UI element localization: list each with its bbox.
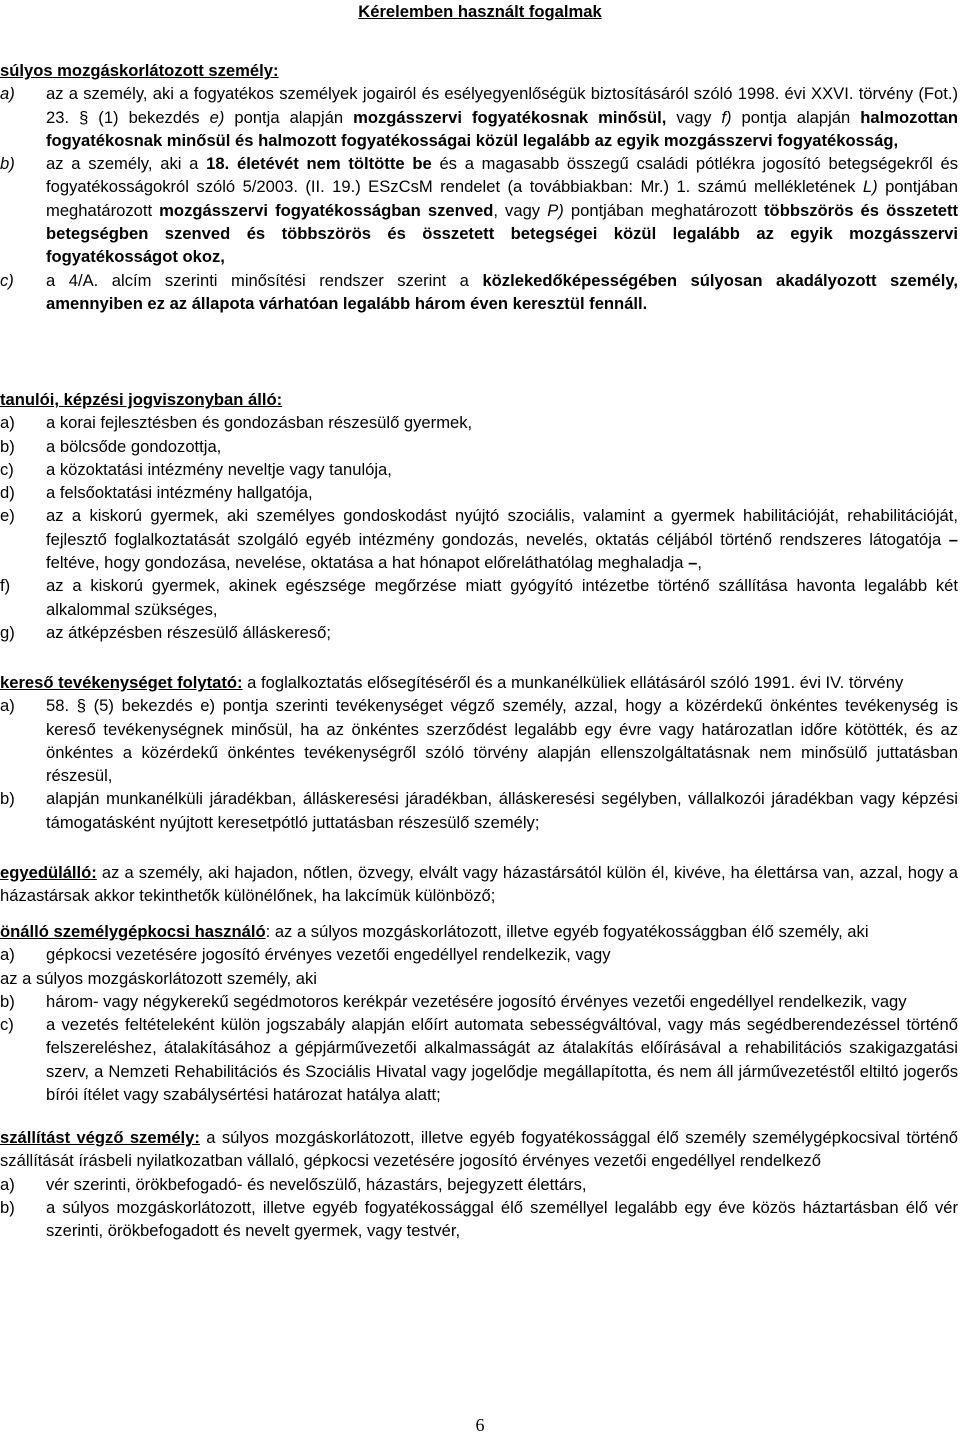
item-text: vér szerinti, örökbefogadó- és nevelőszülő, házastárs, bejegyzett élettárs, <box>46 1174 587 1194</box>
item-text: a 4/A. alcím szerinti minősítési rendszer szerint a közlekedőképességében súlyosan akadályozott személy, amennyiben ez az állapota várhatóan legalább három éven keresztül fennáll. <box>46 270 958 313</box>
list-item <box>0 152 958 268</box>
section-text: egyedülálló: az a személy, aki hajadon, nőtlen, özvegy, elvált vagy házastársától külön él, kivéve, ha élettársa van, azzal, hogy a házastársak akkor tekinthetők különélőnek, ha lakcímük különböző; <box>0 863 958 906</box>
item-text: az a kiskorú gyermek, akinek egészsége megőrzése miatt gyógyító intézetbe történő szállítása havonta legalább két alkalommal szükséges, <box>46 576 958 619</box>
item-text: a súlyos mozgáskorlátozott, illetve egyéb fogyatékossággal élő személlyel legalább egy éve közös háztartásban élő vér szerinti, örökbefogadott és nevelt gyermek, vagy testvér, <box>46 1197 958 1241</box>
term-heading: önálló személygépkocsi használó <box>0 922 266 941</box>
term-heading: tanulói, képzési jogviszonyban álló: <box>0 390 283 409</box>
item-label: a) <box>0 696 15 716</box>
list-item <box>0 1196 958 1243</box>
list-item <box>0 481 958 504</box>
item-label: a) <box>0 84 15 104</box>
item-label: c) <box>0 1015 14 1035</box>
term-heading: szállítást végző személy: <box>0 1128 200 1147</box>
item-text: az átképzésben részesülő álláskereső; <box>46 622 332 642</box>
item-text: a vezetés feltételeként külön jogszabály alapján előírt automata sebességváltóval, vagy más segédberendezéssel történő felszereléshez, átalakításához a gépjárművezetői alkalmasságát az átalakítás előírásával a rehabilitációs szakigazgatási szerv, a Nemzeti Rehabilitációs és Szociális Hivatal vagy jogelődje megállapította, és nem áll járművezetéstől eltiltó jogerős bírói ítélet vagy szabálysértési határozat hatálya alatt; <box>46 1015 958 1105</box>
term-heading: kereső tevékenységet folytató: <box>0 673 243 692</box>
item-label: g) <box>0 622 15 642</box>
list-item <box>0 435 958 458</box>
list-item <box>0 990 958 1013</box>
item-label: d) <box>0 483 15 503</box>
item-label: e) <box>0 506 15 526</box>
section-intro: önálló személygépkocsi használó: az a súlyos mozgáskorlátozott, illetve egyéb fogyatékossággban élő személy, aki <box>0 922 869 941</box>
item-text: gépkocsi vezetésére jogosító érvényes vezetői engedéllyel rendelkezik, vagy <box>46 945 611 965</box>
section-egyedulallo <box>0 861 958 908</box>
item-label: b) <box>0 436 15 456</box>
list-item <box>0 574 958 621</box>
section-intro: kereső tevékenységet folytató: a foglalkoztatás elősegítéséről és a munkanélküliek ellátásáról szóló 1991. évi IV. törvény <box>0 673 904 692</box>
page-title: Kérelemben használt fogalmak <box>358 2 602 21</box>
item-label: a) <box>0 413 15 433</box>
item-label: c) <box>0 270 14 290</box>
section-kereso-tevekenyseg <box>0 671 958 834</box>
item-text: a korai fejlesztésben és gondozásban részesülő gyermek, <box>46 413 473 433</box>
item-label: a) <box>0 1174 15 1194</box>
item-text: a bölcsőde gondozottja, <box>46 436 222 456</box>
item-label: a) <box>0 945 15 965</box>
item-label: c) <box>0 459 14 479</box>
list-item <box>0 411 958 434</box>
item-label: b) <box>0 1197 15 1217</box>
list-item <box>0 943 958 966</box>
list-item <box>0 458 958 481</box>
page-number: 6 <box>475 1415 485 1435</box>
item-text: az a személy, aki a fogyatékos személyek jogairól és esélyegyenlőségük biztosításáról szóló 1998. évi XXVI. törvény (Fot.) 23. § (1) bekezdés e) pontja alapján mozgásszervi fogyatékosnak minősül, vagy f) pontja alapján halmozottan fogyatékosnak minősül és halmozott fogyatékosságai közül legalább az egyik mozgásszervi fogyatékosság, <box>46 84 958 150</box>
section-sulyos-mozgaskorlatozott <box>0 59 958 315</box>
list-item <box>0 1013 958 1106</box>
list-item <box>0 82 958 152</box>
item-label: b) <box>0 991 15 1011</box>
section-intro: szállítást végző személy: a súlyos mozgáskorlátozott, illetve egyéb fogyatékossággal élő személy személygépkocsival történő szállítását írásbeli nyilatkozatban vállaló, gépkocsi vezetésére jogosító érvényes vezetői engedéllyel rendelkező <box>0 1128 958 1171</box>
item-text: az a személy, aki a 18. életévét nem töltötte be és a magasabb összegű családi pótlékra jogosító betegségekről és fogyatékosságokról szóló 5/2003. (II. 19.) ESzCsM rendelet (a továbbiakban: Mr.) 1. számú mellékletének L) pontjában meghatározott mozgásszervi fogyatékosságban szenved, vagy P) pontjában meghatározott többszörös és összetett betegségben szenved és többszörös és összetett betegségei közül legalább az egyik mozgásszervi fogyatékosságot okoz, <box>46 154 959 267</box>
list-item <box>0 269 958 316</box>
section-szallitast-vegzo <box>0 1126 958 1242</box>
item-label: f) <box>0 576 11 596</box>
list-item <box>0 621 958 644</box>
item-label: b) <box>0 154 15 174</box>
term-heading: súlyos mozgáskorlátozott személy: <box>0 61 279 80</box>
list-item <box>0 694 958 787</box>
list-item <box>0 504 958 574</box>
section-onallo-szemelygepkocsi <box>0 920 958 1106</box>
list-item <box>0 787 958 834</box>
item-text: 58. § (5) bekezdés e) pontja szerinti tevékenységet végző személy, azzal, hogy a közérdekű önkéntes tevékenység is kereső tevékenységnek minősül, ha az önkéntes szerződést legalább egy évre vagy határozatlan időre kötötték, és az önkéntes a közérdekű önkéntes tevékenységről szóló törvény alapján ellenszolgáltatásnak nem minősülő juttatásban részesül, <box>46 696 958 786</box>
item-text: a közoktatási intézmény neveltje vagy tanulója, <box>46 459 392 479</box>
item-text: az a kiskorú gyermek, aki személyes gondoskodást nyújtó szociális, valamint a gyermek habilitációját, rehabilitációját, fejlesztő foglalkoztatását szolgáló egyéb intézmény gondozás, nevelés, oktatás céljából történő rendszeres látogatója – feltéve, hogy gondozása, nevelése, oktatása a hat hónapot előreláthatólag meghaladja –, <box>46 506 958 573</box>
section-tanuloi-jogviszony <box>0 388 958 644</box>
section-middle-text: az a súlyos mozgáskorlátozott személy, aki <box>0 968 317 988</box>
item-text: a felsőoktatási intézmény hallgatója, <box>46 483 313 503</box>
item-label: b) <box>0 789 15 809</box>
list-item <box>0 1173 958 1196</box>
term-heading: egyedülálló: <box>0 863 97 882</box>
item-text: három- vagy négykerekű segédmotoros kerékpár vezetésére jogosító érvényes vezetői engedéllyel rendelkezik, vagy <box>46 991 907 1011</box>
item-text: alapján munkanélküli járadékban, álláskeresési járadékban, álláskeresési segélyben, vállalkozói járadékban vagy képzési támogatásként nyújtott keresetpótló juttatásban részesülő személy; <box>46 789 958 832</box>
